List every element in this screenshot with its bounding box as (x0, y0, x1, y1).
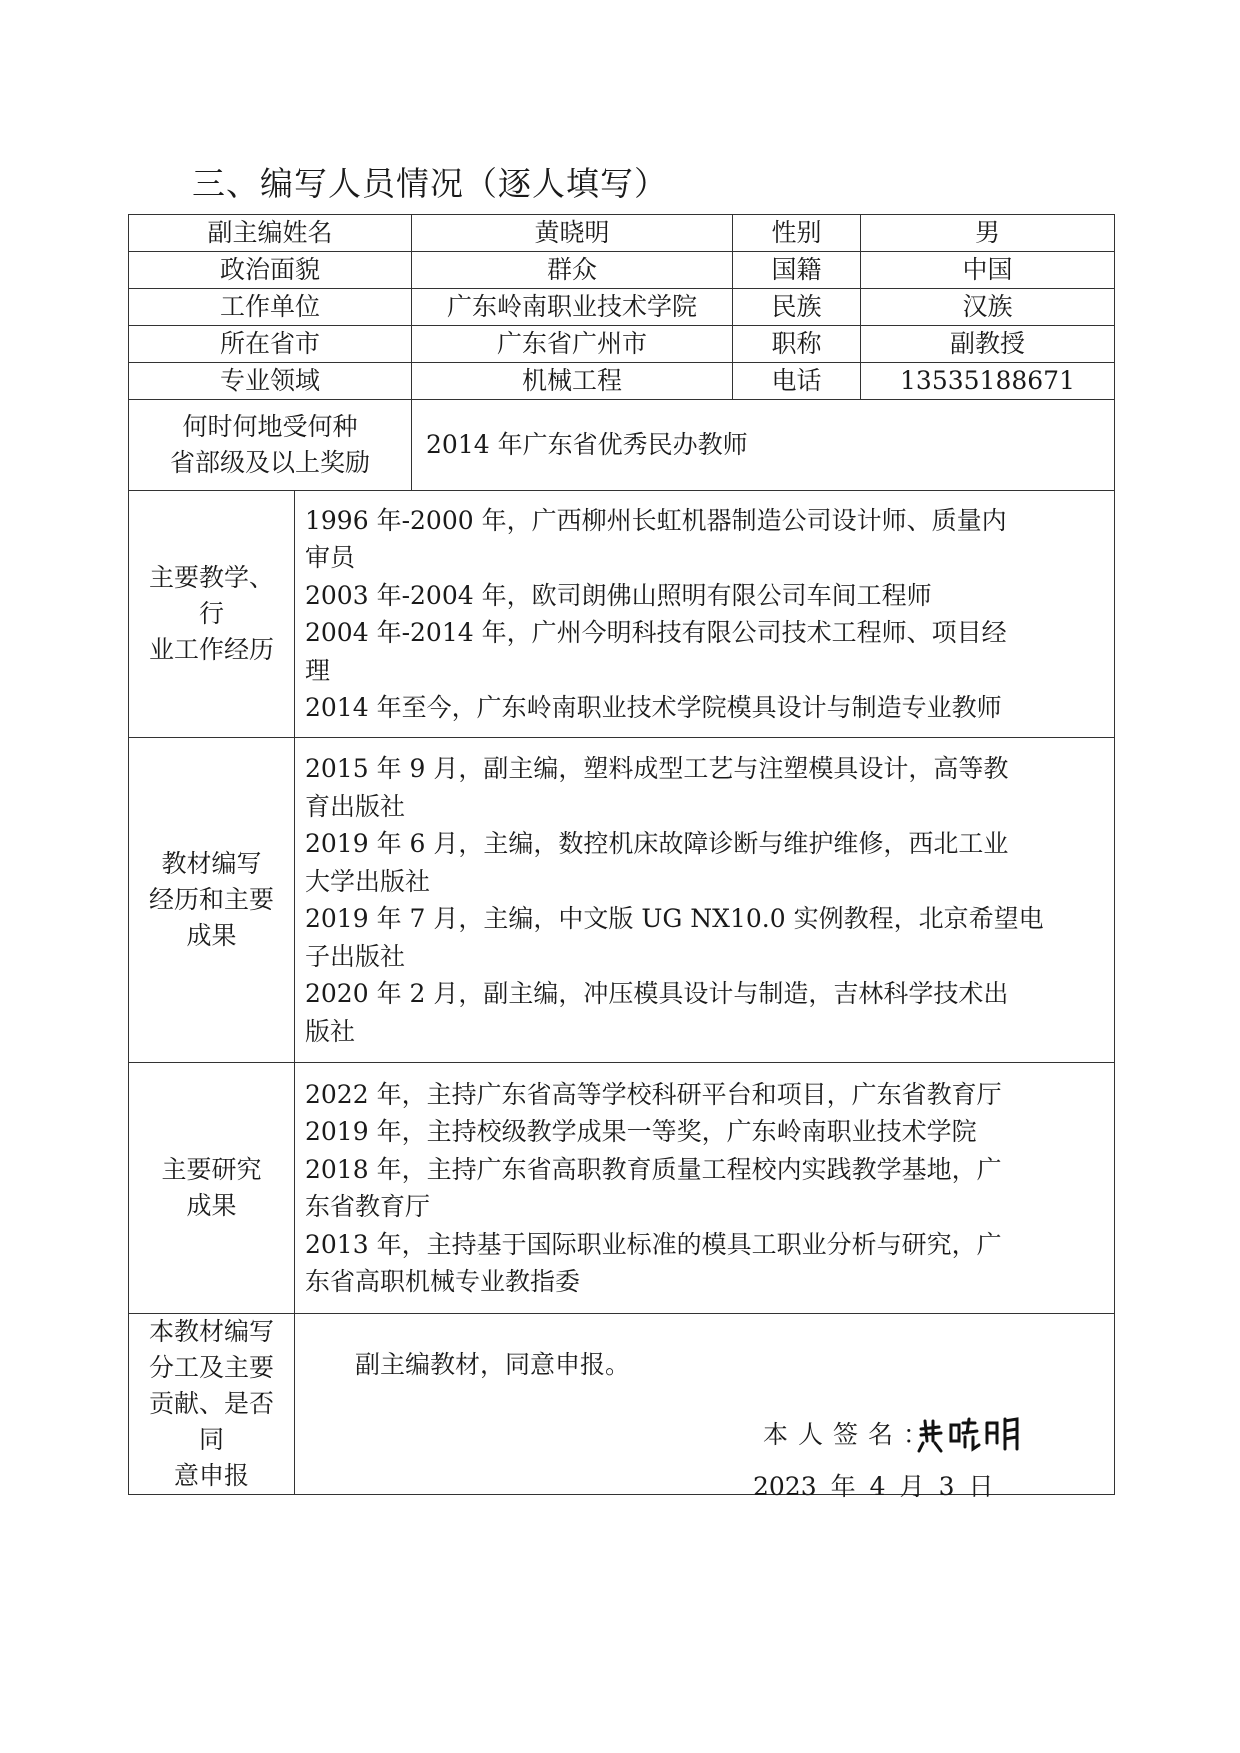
research-line: 2022 年，主持广东省高等学校科研平台和项目，广东省教育厅 (305, 1079, 1002, 1109)
row-field (129, 363, 1115, 400)
value-title: 副教授 (861, 326, 1115, 363)
row-experience (129, 491, 1115, 738)
experience-line: 理 (305, 655, 331, 685)
textbook-line: 版社 (305, 1016, 356, 1046)
sign-date (753, 1469, 1007, 1505)
division-content (295, 1314, 1115, 1501)
label-politics: 政治面貌 (129, 252, 412, 289)
textbooks-list (295, 738, 1115, 1063)
value-gender: 男 (861, 215, 1115, 252)
research-line: 2018 年，主持广东省高职教育质量工程校内实践教学基地，广 (305, 1154, 1002, 1184)
date-month: 4 (869, 1472, 886, 1501)
research-line: 东省教育厅 (305, 1192, 431, 1221)
textbook-line: 2020 年 2 月，副主编，冲压模具设计与制造，吉林科学技术出 (305, 979, 1009, 1008)
label-title: 职称 (733, 326, 861, 363)
row-textbooks (129, 738, 1115, 1063)
experience-line: 2003 年-2004 年，欧司朗佛山照明有限公司车间工程师 (305, 580, 932, 610)
value-nationality: 中国 (861, 252, 1115, 289)
date-day-unit: 日 (968, 1472, 994, 1501)
row-name (129, 215, 1115, 252)
textbook-line: 育出版社 (305, 791, 406, 821)
value-award: 2014 年广东省优秀民办教师 (412, 400, 1115, 491)
experience-line: 1996 年-2000 年，广西柳州长虹机器制造公司设计师、质量内 (305, 505, 1007, 535)
signer-label: 本人签名： (763, 1420, 939, 1449)
value-field: 机械工程 (412, 363, 733, 400)
experience-line: 审员 (305, 543, 356, 572)
experience-list (295, 491, 1115, 738)
row-province (129, 326, 1115, 363)
value-politics: 群众 (412, 252, 733, 289)
label-ethnicity: 民族 (733, 289, 861, 326)
personnel-form-table (128, 214, 1115, 1501)
label-province: 所在省市 (129, 326, 412, 363)
label-name: 副主编姓名 (129, 215, 412, 252)
date-day: 3 (938, 1472, 955, 1501)
handwritten-signature (915, 1411, 1025, 1455)
textbook-line: 大学出版社 (305, 866, 431, 896)
research-list (295, 1063, 1115, 1314)
experience-line: 2004 年-2014 年，广州今明科技有限公司技术工程师、项目经 (305, 618, 1007, 647)
label-textbooks: 教材编写 经历和主要 成果 (129, 738, 295, 1063)
row-research (129, 1063, 1115, 1314)
date-month-unit: 月 (899, 1472, 925, 1501)
date-year-unit: 年 (830, 1472, 856, 1501)
label-employer: 工作单位 (129, 289, 412, 326)
date-year: 2023 (753, 1472, 817, 1501)
agreement-text: 副主编教材，同意申报。 (355, 1350, 631, 1379)
section-title: 三、编写人员情况（逐人填写） (192, 164, 668, 203)
research-line: 2019 年，主持校级教学成果一等奖，广东岭南职业技术学院 (305, 1117, 977, 1146)
row-employer (129, 289, 1115, 326)
value-ethnicity: 汉族 (861, 289, 1115, 326)
textbook-line: 2019 年 7 月，主编，中文版 UG NX10.0 实例教程，北京希望电 (305, 904, 1044, 933)
experience-line: 2014 年至今，广东岭南职业技术学院模具设计与制造专业教师 (305, 693, 1002, 722)
research-line: 东省高职机械专业教指委 (305, 1267, 581, 1296)
label-gender: 性别 (733, 215, 861, 252)
label-phone: 电话 (733, 363, 861, 400)
row-division (129, 1314, 1115, 1495)
label-award: 何时何地受何种 省部级及以上奖励 (129, 400, 412, 491)
research-line: 2013 年，主持基于国际职业标准的模具工职业分析与研究，广 (305, 1229, 1002, 1259)
value-employer: 广东岭南职业技术学院 (412, 289, 733, 326)
row-politics (129, 252, 1115, 289)
row-award (129, 400, 1115, 491)
textbook-line: 子出版社 (305, 941, 406, 971)
label-research: 主要研究 成果 (129, 1063, 295, 1314)
value-phone: 13535188671 (861, 363, 1115, 400)
textbook-line: 2015 年 9 月，副主编，塑料成型工艺与注塑模具设计，高等教 (305, 754, 1009, 783)
label-nationality: 国籍 (733, 252, 861, 289)
label-experience: 主要教学、行 业工作经历 (129, 491, 295, 738)
textbook-line: 2019 年 6 月，主编，数控机床故障诊断与维护维修，西北工业 (305, 829, 1009, 858)
label-division: 本教材编写 分工及主要 贡献、是否同 意申报 (129, 1314, 295, 1495)
value-province: 广东省广州市 (412, 326, 733, 363)
value-name: 黄晓明 (412, 215, 733, 252)
label-field: 专业领域 (129, 363, 412, 400)
